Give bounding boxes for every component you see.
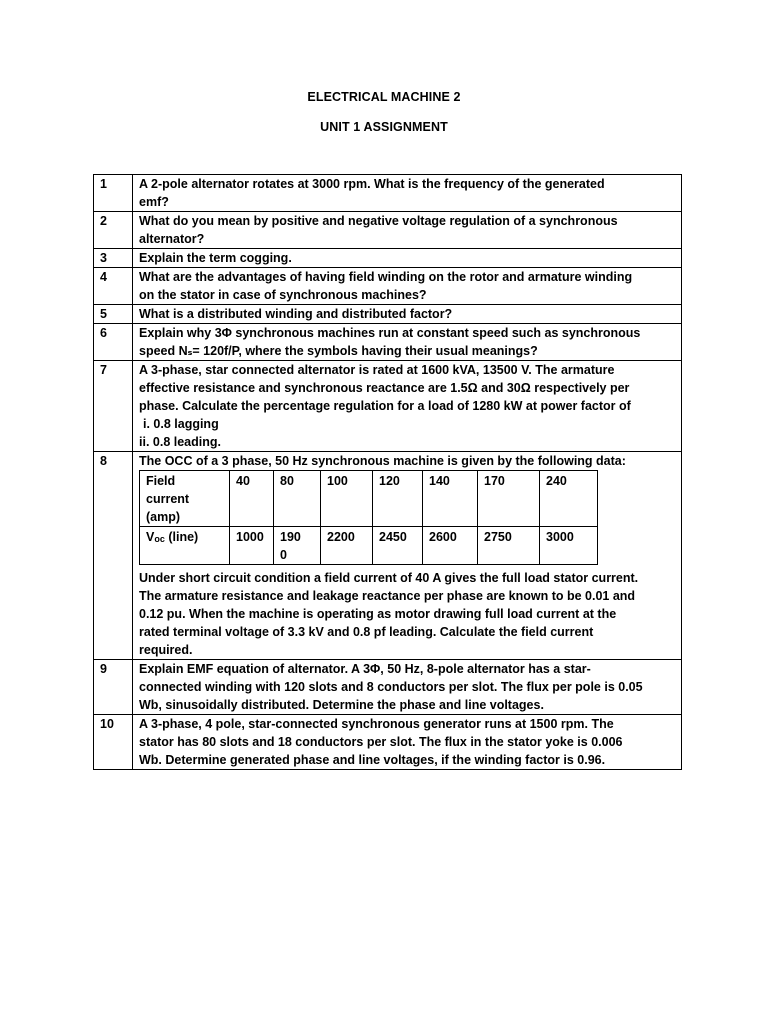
occ-cell: 240 xyxy=(540,471,598,527)
occ-header-line: current xyxy=(146,492,190,506)
question-row xyxy=(94,324,682,361)
occ-cell: 170 xyxy=(478,471,540,527)
question-row xyxy=(94,660,682,715)
occ-header-voltage xyxy=(140,527,230,565)
question-line: stator has 80 slots and 18 conductors per slot. The flux in the stator yoke is 0.006 xyxy=(139,735,623,749)
occ-row-voltage xyxy=(140,527,598,565)
question-line: Explain why 3Φ synchronous machines run at constant speed such as synchronous xyxy=(139,326,641,340)
question-line: The OCC of a 3 phase, 50 Hz synchronous machine is given by the following data: xyxy=(139,454,626,468)
question-line: emf? xyxy=(139,195,169,209)
occ-row-field-current xyxy=(140,471,598,527)
document-subtitle: UNIT 1 ASSIGNMENT xyxy=(320,120,448,134)
occ-header-voltage-tail: (line) xyxy=(164,530,199,544)
question-line: Wb. Determine generated phase and line voltages, if the winding factor is 0.96. xyxy=(139,753,606,767)
question-number: 4 xyxy=(94,268,133,305)
question-line: rated terminal voltage of 3.3 kV and 0.8 pf leading. Calculate the field current xyxy=(139,625,594,639)
occ-cell: 2600 xyxy=(423,527,478,565)
question-number: 8 xyxy=(94,452,133,660)
question-text xyxy=(133,212,682,249)
occ-header-line: (amp) xyxy=(146,510,181,524)
occ-header-voltage-subscript: oc xyxy=(154,534,165,544)
question-line: Explain EMF equation of alternator. A 3Φ, 50 Hz, 8-pole alternator has a star- xyxy=(139,662,591,676)
question-line: What is a distributed winding and distributed factor? xyxy=(139,307,453,321)
document-title: ELECTRICAL MACHINE 2 xyxy=(307,90,461,104)
question-number: 3 xyxy=(94,249,133,268)
question-row xyxy=(94,212,682,249)
occ-header-field-current xyxy=(140,471,230,527)
occ-data-table xyxy=(139,470,598,565)
occ-cell: 140 xyxy=(423,471,478,527)
question-line: connected winding with 120 slots and 8 conductors per slot. The flux per pole is 0.05 xyxy=(139,680,643,694)
question-text xyxy=(133,715,682,770)
occ-cell: 2200 xyxy=(321,527,373,565)
question-line: Wb, sinusoidally distributed. Determine the phase and line voltages. xyxy=(139,698,544,712)
question-text xyxy=(133,268,682,305)
question-line: 0.12 pu. When the machine is operating as motor drawing full load current at the xyxy=(139,607,617,621)
question-line: speed Nₛ= 120f/P, where the symbols having their usual meanings? xyxy=(139,344,538,358)
question-number: 7 xyxy=(94,361,133,452)
occ-cell: 2750 xyxy=(478,527,540,565)
question-row xyxy=(94,452,682,660)
occ-cell: 80 xyxy=(274,471,321,527)
question-line: required. xyxy=(139,643,193,657)
occ-cell: 190 0 xyxy=(274,527,321,565)
occ-cell: 100 xyxy=(321,471,373,527)
question-line: The armature resistance and leakage reactance per phase are known to be 0.01 and xyxy=(139,589,636,603)
question-line: What are the advantages of having field winding on the rotor and armature winding xyxy=(139,270,633,284)
question-line: i. 0.8 lagging xyxy=(143,417,219,431)
occ-cell: 3000 xyxy=(540,527,598,565)
question-row xyxy=(94,175,682,212)
question-text xyxy=(133,361,682,452)
question-text xyxy=(133,324,682,361)
question-row xyxy=(94,249,682,268)
question-line: ii. 0.8 leading. xyxy=(139,435,221,449)
occ-cell: 40 xyxy=(230,471,274,527)
question-line: What do you mean by positive and negative voltage regulation of a synchronous xyxy=(139,214,618,228)
question-row xyxy=(94,361,682,452)
question-row xyxy=(94,305,682,324)
questions-table xyxy=(93,174,682,770)
question-line: phase. Calculate the percentage regulation for a load of 1280 kW at power factor of xyxy=(139,399,631,413)
occ-header-line: Field xyxy=(146,474,176,488)
question-row xyxy=(94,268,682,305)
question-number: 9 xyxy=(94,660,133,715)
question-line: Under short circuit condition a field current of 40 A gives the full load stator current. xyxy=(139,571,639,585)
question-number: 2 xyxy=(94,212,133,249)
question-text xyxy=(133,249,682,268)
question-text xyxy=(133,175,682,212)
occ-cell: 2450 xyxy=(373,527,423,565)
question-line: A 3-phase, 4 pole, star-connected synchronous generator runs at 1500 rpm. The xyxy=(139,717,614,731)
question-text xyxy=(133,305,682,324)
question-line: A 2-pole alternator rotates at 3000 rpm. What is the frequency of the generated xyxy=(139,177,605,191)
question-row xyxy=(94,715,682,770)
question-number: 5 xyxy=(94,305,133,324)
occ-cell: 1000 xyxy=(230,527,274,565)
question-text xyxy=(133,452,682,660)
question-text xyxy=(133,660,682,715)
question-line: effective resistance and synchronous reactance are 1.5Ω and 30Ω respectively per xyxy=(139,381,630,395)
occ-header-voltage-symbol: V xyxy=(146,530,155,544)
question-line: Explain the term cogging. xyxy=(139,251,292,265)
question-number: 6 xyxy=(94,324,133,361)
occ-cell: 120 xyxy=(373,471,423,527)
question-number: 10 xyxy=(94,715,133,770)
question-line: A 3-phase, star connected alternator is rated at 1600 kVA, 13500 V. The armature xyxy=(139,363,615,377)
question-line: alternator? xyxy=(139,232,205,246)
question-number: 1 xyxy=(94,175,133,212)
question-line: on the stator in case of synchronous machines? xyxy=(139,288,427,302)
